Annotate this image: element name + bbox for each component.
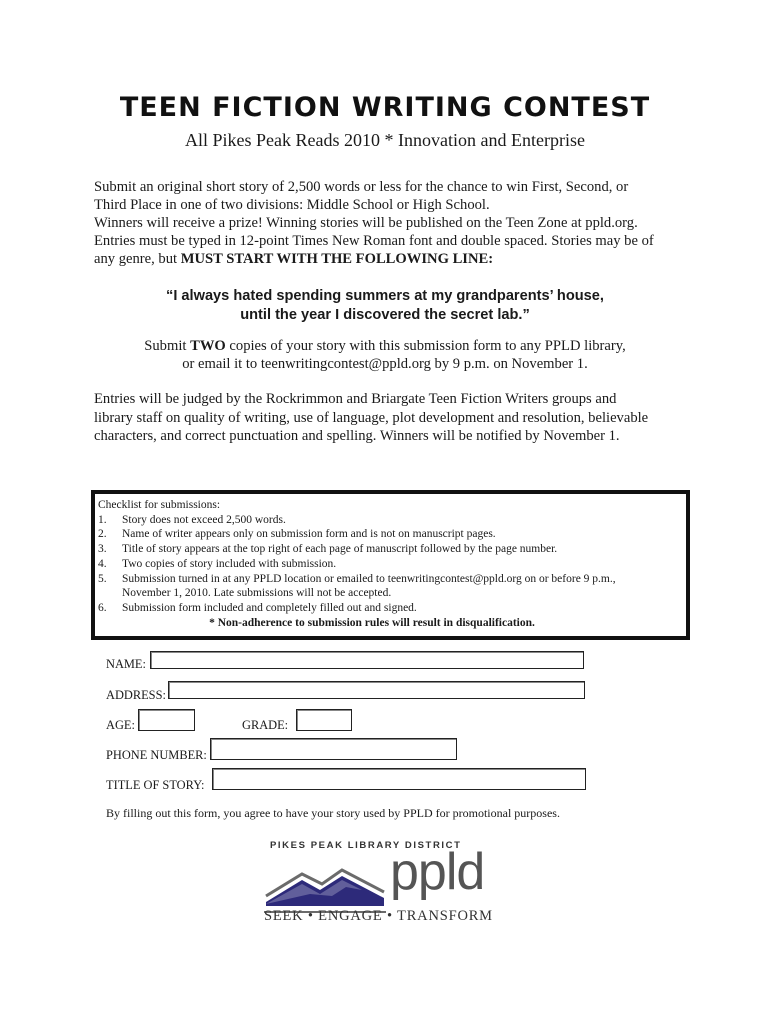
intro-line: Submit an original short story of 2,500 words or less for the chance to win First, Second, or xyxy=(94,179,629,195)
intro-line: Entries must be typed in 12-point Times New Roman font and double spaced. Stories may be of xyxy=(94,233,654,249)
grade-label: GRADE: xyxy=(242,718,289,732)
intro-line: Third Place in one of two divisions: Middle School or High School. xyxy=(94,197,490,213)
checklist-heading: Checklist for submissions: xyxy=(98,499,221,511)
submission-instructions xyxy=(0,337,770,373)
checklist-item xyxy=(98,542,686,557)
story-title-field[interactable] xyxy=(212,768,586,790)
checklist-item xyxy=(98,601,686,616)
quote-line: “I always hated spending summers at my grandparents’ house, xyxy=(166,288,604,304)
item-text: Title of story appears at the top right of each page of manuscript followed by the page number. xyxy=(122,543,558,556)
contest-subtitle: All Pikes Peak Reads 2010 * Innovation and Enterprise xyxy=(185,130,585,150)
intro-paragraph xyxy=(94,178,694,268)
ppld-logo xyxy=(262,840,492,930)
submit-line: or email it to teenwritingcontest@ppld.org by 9 p.m. on November 1. xyxy=(182,356,588,372)
item-text: Name of writer appears only on submission form and is not on manuscript pages. xyxy=(122,528,496,541)
item-number: 6. xyxy=(98,601,107,614)
judging-paragraph xyxy=(94,390,694,446)
intro-line xyxy=(94,250,694,268)
age-label: AGE: xyxy=(106,718,135,732)
submit-emphasis: TWO xyxy=(190,338,226,354)
checklist-item xyxy=(98,572,686,587)
name-label: NAME: xyxy=(106,657,146,671)
checklist-box xyxy=(91,490,690,640)
name-field[interactable] xyxy=(150,651,584,669)
address-field[interactable] xyxy=(168,681,585,699)
intro-emphasis: MUST START WITH THE FOLLOWING LINE: xyxy=(180,251,494,267)
logo-district-name: PIKES PEAK LIBRARY DISTRICT xyxy=(270,840,462,851)
item-number: 3. xyxy=(98,543,107,556)
story-title-label: TITLE OF STORY: xyxy=(106,778,205,792)
item-number-spacer xyxy=(98,586,122,601)
checklist-item-continuation xyxy=(98,586,686,601)
quote-line: until the year I discovered the secret lab.” xyxy=(240,307,530,323)
item-text: Submission turned in at any PPLD location or emailed to teenwritingcontest@ppld.org on or before 9 p.m., xyxy=(122,572,616,585)
item-text: Story does not exceed 2,500 words. xyxy=(122,513,286,526)
address-label: ADDRESS: xyxy=(106,688,166,702)
checklist-item xyxy=(98,527,686,542)
logo-wordmark: ppld xyxy=(390,843,485,901)
required-opening-line xyxy=(0,287,770,325)
phone-field[interactable] xyxy=(210,738,457,760)
item-text: Two copies of story included with submission. xyxy=(122,557,337,570)
judging-line: characters, and correct punctuation and spelling. Winners will be notified by November 1. xyxy=(94,428,620,444)
contest-title: TEEN FICTION WRITING CONTEST xyxy=(119,92,651,123)
intro-text: any genre, but xyxy=(94,251,181,267)
grade-field[interactable] xyxy=(296,709,352,731)
judging-line: Entries will be judged by the Rockrimmon and Briargate Teen Fiction Writers groups and xyxy=(94,391,617,407)
item-number: 2. xyxy=(98,528,107,541)
submit-line xyxy=(0,337,770,355)
logo-tagline: SEEK • ENGAGE • TRANSFORM xyxy=(264,908,493,924)
item-text: November 1, 2010. Late submissions will not be accepted. xyxy=(122,587,392,600)
item-number: 4. xyxy=(98,557,107,570)
phone-label: PHONE NUMBER: xyxy=(106,748,207,762)
item-text: Submission form included and completely filled out and signed. xyxy=(122,601,417,614)
item-number: 1. xyxy=(98,513,107,526)
item-number: 5. xyxy=(98,572,107,585)
submit-text: Submit xyxy=(144,338,191,354)
judging-line: library staff on quality of writing, use of language, plot development and resolution, believable xyxy=(94,409,649,426)
disqualification-note: * Non-adherence to submission rules will result in disqualification. xyxy=(209,616,535,629)
mountain-icon xyxy=(262,854,392,916)
intro-line: Winners will receive a prize! Winning stories will be published on the Teen Zone at ppld.org. xyxy=(94,215,638,231)
age-field[interactable] xyxy=(138,709,195,731)
checklist-item xyxy=(98,513,686,528)
checklist-item xyxy=(98,557,686,572)
agreement-text: By filling out this form, you agree to have your story used by PPLD for promotional purposes. xyxy=(106,806,560,820)
submit-text: copies of your story with this submission form to any PPLD library, xyxy=(225,338,626,354)
